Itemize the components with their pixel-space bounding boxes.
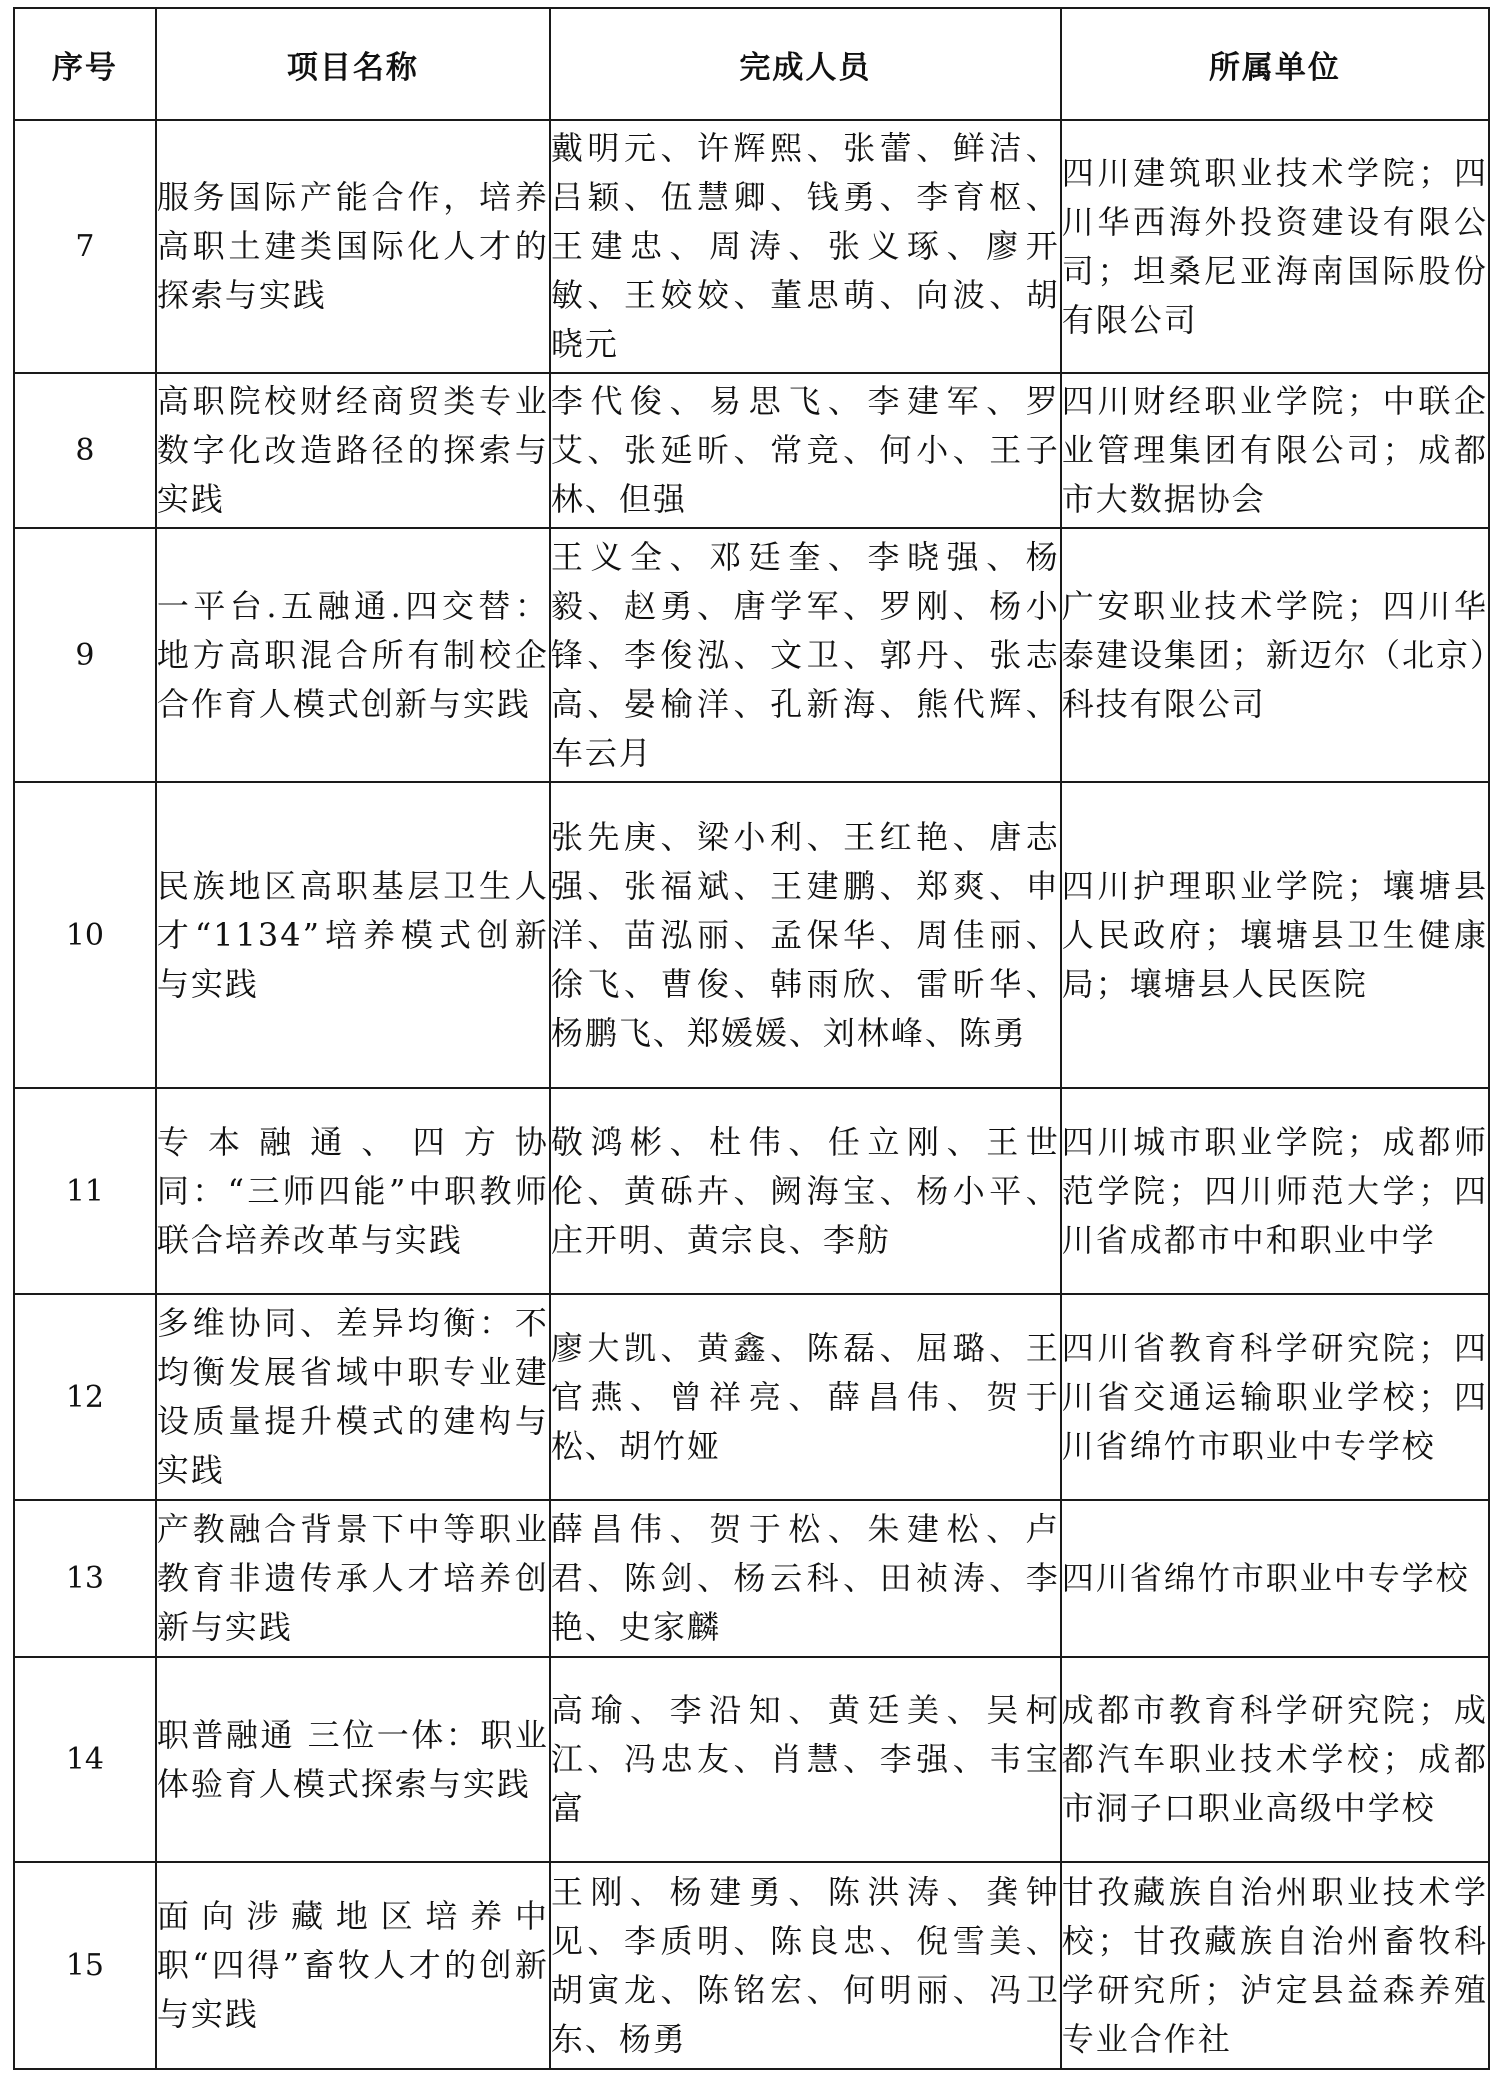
units-cell [1061,373,1489,528]
project-name: 服务国际产能合作，培养高职土建类国际化人才的探索与实践 [156,178,549,314]
row-seq: 8 [14,373,156,528]
table-row [14,528,1489,782]
members-cell [550,1657,1061,1862]
units-list: 成都市教育科学研究院；成都汽车职业技术学校；成都市洞子口职业高级中学校 [1061,1691,1488,1827]
members-list: 薛昌伟、贺于松、朱建松、卢君、陈剑、杨云科、田祯涛、李艳、史家麟 [550,1510,1060,1646]
members-list: 戴明元、许辉熙、张蕾、鲜洁、吕颖、伍慧卿、钱勇、李育枢、王建忠、周涛、张义琢、廖开敏、王姣姣、董思萌、向波、胡晓元 [550,129,1060,363]
units-list: 四川财经职业学院；中联企业管理集团有限公司；成都市大数据协会 [1061,382,1488,518]
header-project-name: 项目名称 [156,8,550,120]
units-cell [1061,782,1489,1088]
header-seq: 序号 [14,8,156,120]
table-row [14,1294,1489,1500]
header-row [14,8,1489,120]
project-name: 面向涉藏地区培养中职“四得”畜牧人才的创新与实践 [156,1897,549,2033]
header-units: 所属单位 [1061,8,1489,120]
members-list: 张先庚、梁小利、王红艳、唐志强、张福斌、王建鹏、郑爽、申洋、苗泓丽、孟保华、周佳丽、徐飞、曹俊、韩雨欣、雷昕华、杨鹏飞、郑媛媛、刘林峰、陈勇 [550,817,1060,1052]
row-seq: 11 [14,1088,156,1294]
project-table [13,7,1490,2070]
row-seq: 7 [14,120,156,373]
units-cell [1061,1862,1489,2069]
project-name-cell [156,1657,550,1862]
project-name: 多维协同、差异均衡：不均衡发展省域中职专业建设质量提升模式的建构与实践 [156,1304,549,1489]
members-list: 敬鸿彬、杜伟、任立刚、王世伦、黄砾卉、阙海宝、杨小平、庄开明、黄宗良、李舫 [550,1122,1060,1259]
members-cell [550,1088,1061,1294]
members-list: 王义全、邓廷奎、李晓强、杨毅、赵勇、唐学军、罗刚、杨小锋、李俊泓、文卫、郭丹、张志高、晏榆洋、孔新海、熊代辉、车云月 [550,537,1060,772]
project-name-cell [156,1294,550,1500]
table-row [14,1657,1489,1862]
project-name-cell [156,1088,550,1294]
header-members: 完成人员 [550,8,1061,120]
units-cell [1061,528,1489,782]
units-cell [1061,1088,1489,1294]
units-list: 四川建筑职业技术学院；四川华西海外投资建设有限公司；坦桑尼亚海南国际股份有限公司 [1061,153,1488,339]
members-list: 廖大凯、黄鑫、陈磊、屈璐、王官燕、曾祥亮、薛昌伟、贺于松、胡竹娅 [550,1328,1060,1465]
units-cell [1061,1294,1489,1500]
row-seq: 12 [14,1294,156,1500]
units-cell [1061,1657,1489,1862]
row-seq: 13 [14,1500,156,1657]
row-seq: 10 [14,782,156,1088]
members-cell [550,1500,1061,1657]
members-cell [550,1294,1061,1500]
table-row [14,782,1489,1088]
units-list: 四川省教育科学研究院；四川省交通运输职业学校；四川省绵竹市职业中专学校 [1061,1328,1488,1465]
table-row [14,373,1489,528]
table-row [14,120,1489,373]
row-seq: 15 [14,1862,156,2069]
members-cell [550,528,1061,782]
members-cell [550,120,1061,373]
project-name-cell [156,528,550,782]
units-list: 四川城市职业学院；成都师范学院；四川师范大学；四川省成都市中和职业中学 [1061,1122,1488,1259]
units-cell [1061,120,1489,373]
members-list: 李代俊、易思飞、李建军、罗艾、张延昕、常竞、何小、王子林、但强 [550,382,1060,518]
project-name: 高职院校财经商贸类专业数字化改造路径的探索与实践 [156,382,549,518]
project-name-cell [156,373,550,528]
row-seq: 14 [14,1657,156,1862]
members-cell [550,1862,1061,2069]
project-name-cell [156,1500,550,1657]
members-list: 王刚、杨建勇、陈洪涛、龚钟见、李质明、陈良忠、倪雪美、胡寅龙、陈铭宏、何明丽、冯卫东、杨勇 [550,1872,1060,2058]
units-list: 广安职业技术学院；四川华泰建设集团；新迈尔（北京）科技有限公司 [1061,586,1488,723]
table-row [14,1088,1489,1294]
table-row [14,1862,1489,2069]
project-name: 职普融通 三位一体：职业体验育人模式探索与实践 [156,1715,549,1803]
project-name: 专本融通、四方协同：“三师四能”中职教师联合培养改革与实践 [156,1122,549,1259]
table-row [14,1500,1489,1657]
units-list: 四川护理职业学院；壤塘县人民政府；壤塘县卫生健康局；壤塘县人民医院 [1061,866,1488,1003]
project-name-cell [156,1862,550,2069]
units-list: 甘孜藏族自治州职业技术学校；甘孜藏族自治州畜牧科学研究所；泸定县益森养殖专业合作社 [1061,1872,1488,2058]
members-cell [550,782,1061,1088]
units-list: 四川省绵竹市职业中专学校 [1061,1559,1470,1597]
members-list: 高瑜、李沿知、黄廷美、吴柯江、冯忠友、肖慧、李强、韦宝富 [550,1691,1060,1827]
project-name-cell [156,782,550,1088]
project-name-cell [156,120,550,373]
members-cell [550,373,1061,528]
row-seq: 9 [14,528,156,782]
project-name: 民族地区高职基层卫生人才“1134”培养模式创新与实践 [156,866,549,1003]
units-cell [1061,1500,1489,1657]
project-name: 一平台.五融通.四交替：地方高职混合所有制校企合作育人模式创新与实践 [156,586,549,723]
project-name: 产教融合背景下中等职业教育非遗传承人才培养创新与实践 [156,1510,549,1646]
